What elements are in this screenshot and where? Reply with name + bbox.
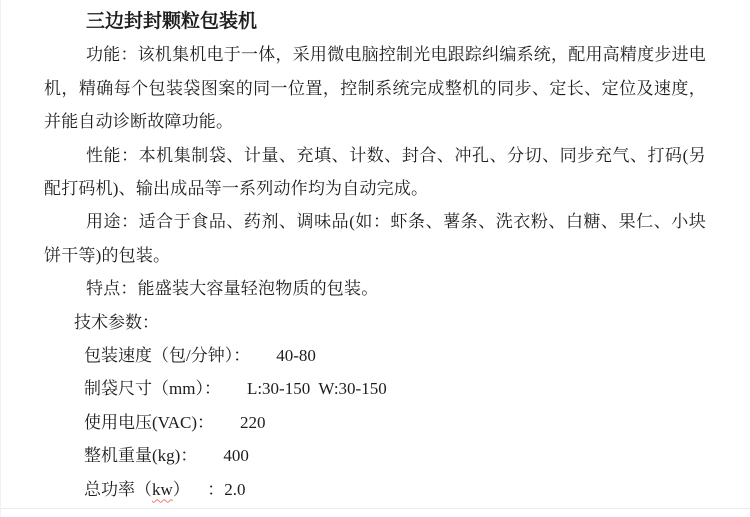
spec-label-bag-size: 制袋尺寸（mm）： (84, 379, 221, 399)
spellcheck-flagged-term: kw (152, 479, 173, 499)
spec-label-voltage: 使用电压(VAC)： (84, 412, 215, 432)
spec-row-bag-size (44, 372, 706, 405)
paragraph-function: 功能：该机集机电于一体，采用微电脑控制光电跟踪纠编系统，配用高精度步进电机，精确每个包装袋图案的同一位置，控制系统完成整机的同步、定长、定位及速度，并能自动诊断故障功能。 (44, 45, 706, 132)
spec-label-total-power (84, 480, 181, 499)
paragraph-features: 特点：能盛装大容量轻泡物质的包装。 (86, 279, 379, 299)
paragraph-performance: 性能：本机集制袋、计量、充填、计数、封合、冲孔、分切、同步充气、打码(另配打码机)、输出成品等一系列动作均为自动完成。 (44, 145, 706, 199)
specs-heading: 技术参数： (74, 312, 159, 332)
spec-value-total-power: ：2.0 (207, 479, 246, 499)
spec-value-weight: 400 (223, 446, 249, 466)
document-content (1, 0, 750, 506)
spec-row-voltage (44, 406, 706, 439)
spec-label-suffix: ） (172, 479, 182, 499)
paragraph-usage: 用途：适合于食品、药剂、调味品(如：虾条、薯条、洗衣粉、白糖、果仁、小块饼干等)的包装。 (44, 212, 706, 265)
spec-row-weight (44, 439, 706, 472)
spec-label-weight: 整机重量(kg)： (84, 446, 198, 466)
spec-value-bag-size: L:30-150 W:30-150 (246, 379, 387, 399)
spec-label-prefix: 总功率（ (84, 479, 152, 499)
spec-row-packing-speed (44, 339, 706, 372)
spec-label-packing-speed: 包装速度（包/分钟）： (84, 346, 251, 366)
document-title: 三边封封颗粒包装机 (86, 11, 258, 32)
spec-value-packing-speed: 40-80 (276, 346, 316, 366)
bottom-divider (1, 508, 750, 509)
spec-value-voltage: 220 (240, 412, 266, 432)
spec-row-total-power (44, 473, 706, 506)
